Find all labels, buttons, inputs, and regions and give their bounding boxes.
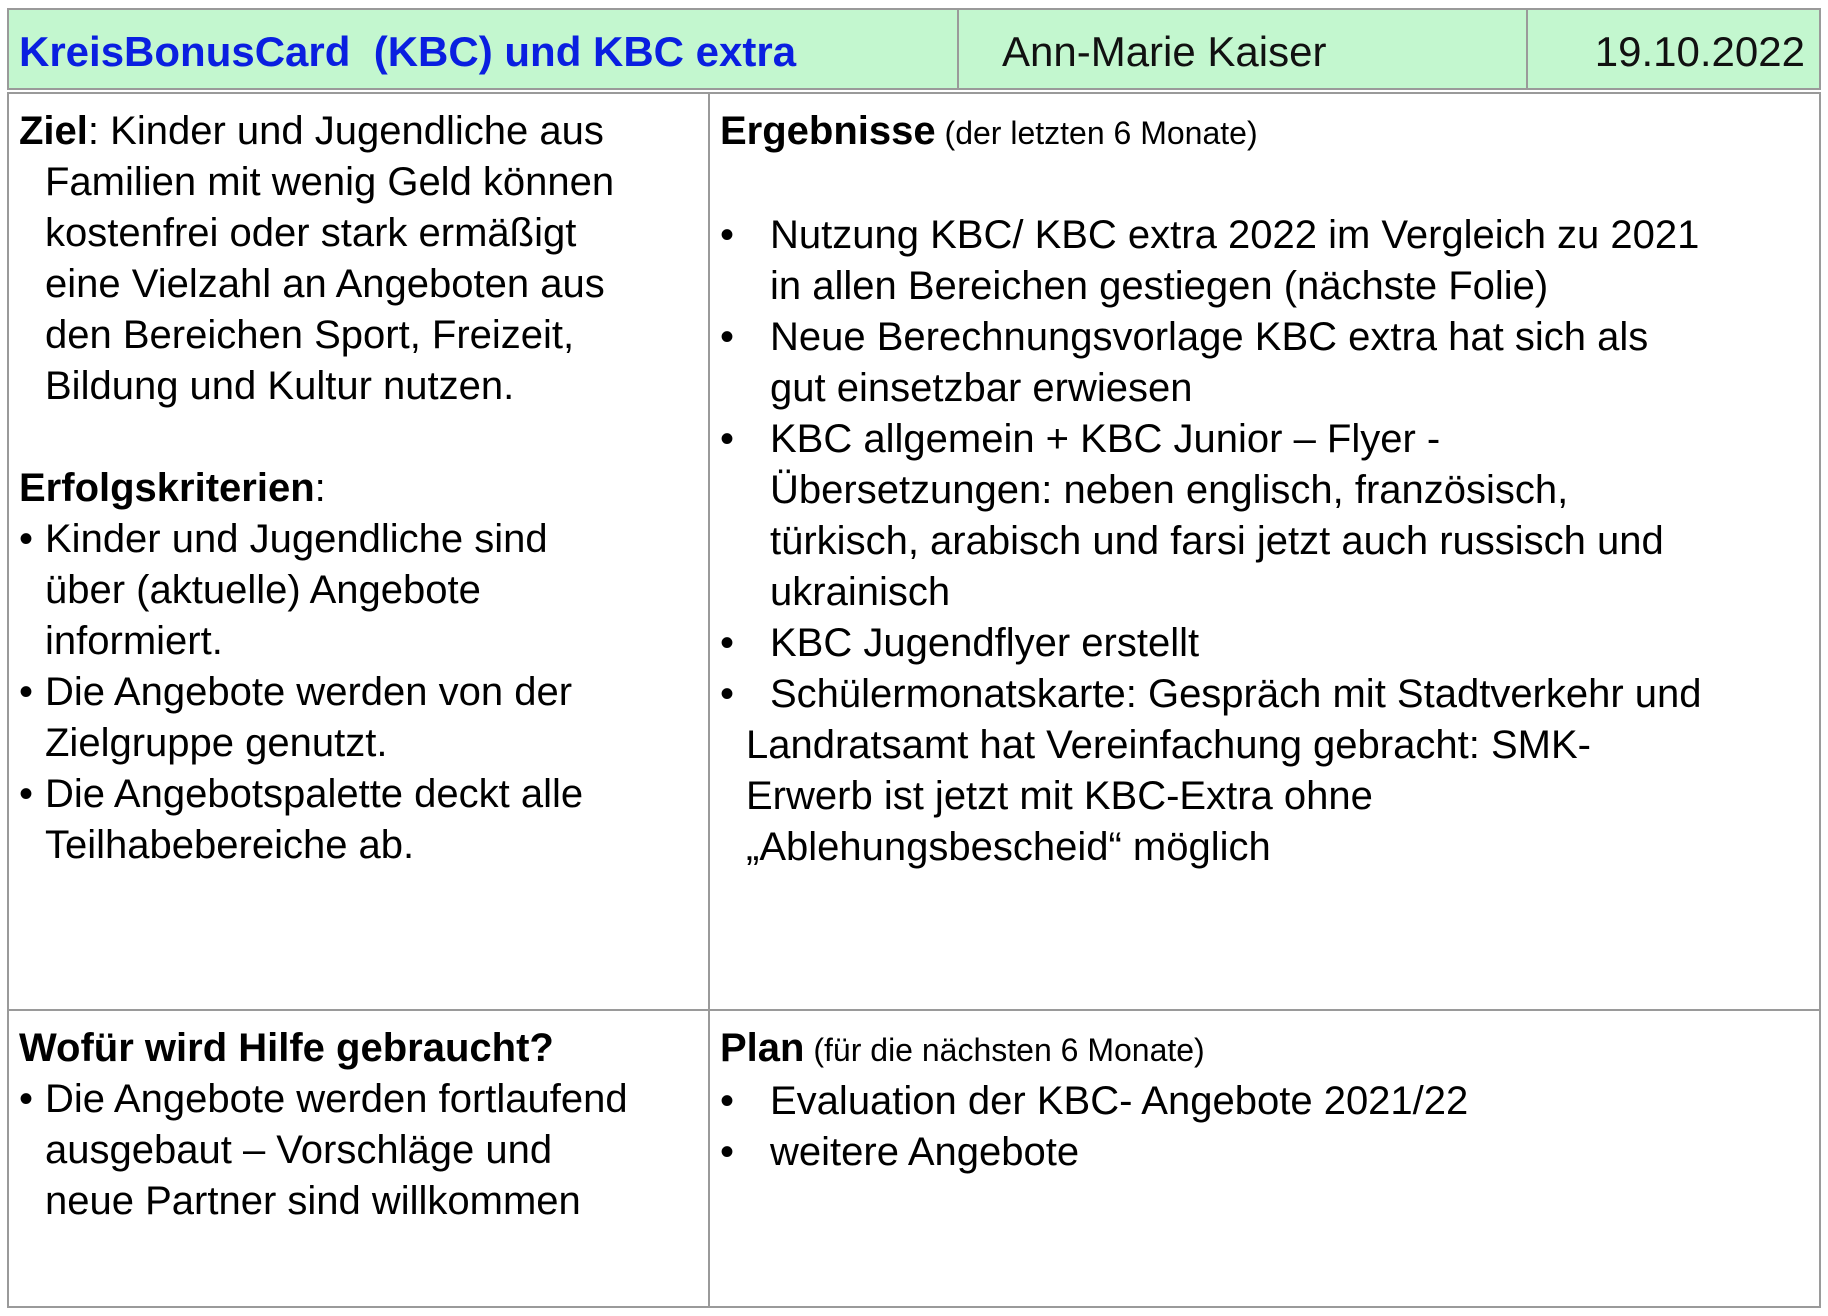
goal-cell (9, 94, 710, 1011)
goal-line: Bildung und Kultur nutzen. (45, 364, 515, 408)
results-title (720, 106, 1819, 159)
help-cell (9, 1011, 710, 1306)
list-item: • Die Angebote werden von der Zielgruppe genutzt. (19, 667, 708, 769)
header-bar (7, 8, 1821, 90)
plan-title (720, 1023, 1819, 1076)
results-subheading: (der letzten 6 Monate) (935, 115, 1258, 151)
plan-heading: Plan (720, 1026, 805, 1070)
list-item: • KBC Jugendflyer erstellt (720, 618, 1819, 669)
goal-first-line (19, 106, 708, 157)
success-criteria-list (19, 514, 708, 871)
bullet-dot: • (720, 417, 735, 461)
document-date: 19.10.2022 (1594, 28, 1805, 75)
results-list (720, 210, 1819, 720)
goal-line: Familien mit wenig Geld können (45, 160, 615, 204)
slide (7, 8, 1821, 1308)
list-item: • Evaluation der KBC- Angebote 2021/22 (720, 1076, 1819, 1127)
help-heading: Wofür wird Hilfe gebraucht? (19, 1026, 554, 1070)
list-item: • Die Angebote werden fortlaufend ausgebaut – Vorschläge und neue Partner sind willkommen (19, 1074, 708, 1227)
results-heading: Ergebnisse (720, 109, 936, 153)
header-divider (1526, 10, 1528, 88)
plan-cell (710, 1011, 1819, 1306)
goal-line: kostenfrei oder stark ermäßigt (45, 211, 577, 255)
bullet-dot: • (720, 621, 735, 665)
list-item: • KBC allgemein + KBC Junior – Flyer - Übersetzungen: neben englisch, französisch, türkisch, arabisch und farsi jetzt auch russisch und ukrainisch (720, 414, 1819, 618)
help-list (19, 1074, 708, 1227)
document-title: KreisBonusCard (KBC) und KBC extra (19, 28, 797, 75)
goal-line: eine Vielzahl an Angeboten aus (45, 262, 605, 306)
plan-list (720, 1076, 1819, 1178)
author-name: Ann-Marie Kaiser (1002, 28, 1327, 75)
results-continuation: „Ablehungsbescheid“ möglich (746, 825, 1271, 869)
list-item: • Neue Berechnungsvorlage KBC extra hat sich als gut einsetzbar erwiesen (720, 312, 1819, 414)
goal-heading: Ziel (19, 109, 88, 153)
list-item: • weitere Angebote (720, 1127, 1819, 1178)
plan-subheading: (für die nächsten 6 Monate) (804, 1032, 1205, 1068)
list-item: • Die Angebotspalette deckt alle Teilhabebereiche ab. (19, 769, 708, 871)
success-criteria-title: Erfolgskriterien: (19, 466, 326, 510)
goal-line: den Bereichen Sport, Freizeit, (45, 313, 575, 357)
list-item: • Schülermonatskarte: Gespräch mit Stadtverkehr und (720, 669, 1819, 720)
bullet-dot: • (720, 315, 735, 359)
success-criteria-heading: Erfolgskriterien (19, 466, 315, 510)
quadrant-grid (7, 92, 1821, 1308)
header-divider (957, 10, 959, 88)
bullet-dot: • (720, 213, 735, 257)
list-item: • Kinder und Jugendliche sind über (aktuelle) Angebote informiert. (19, 514, 708, 667)
bullet-dot: • (720, 1079, 735, 1123)
bullet-dot: • (720, 672, 735, 716)
goal-text: : Kinder und Jugendliche aus (87, 109, 604, 153)
list-item: • Nutzung KBC/ KBC extra 2022 im Vergleich zu 2021 in allen Bereichen gestiegen (nächste Folie) (720, 210, 1819, 312)
results-continuation: Erwerb ist jetzt mit KBC-Extra ohne (746, 774, 1373, 818)
results-cell (710, 94, 1819, 1011)
bullet-dot: • (720, 1130, 735, 1174)
results-continuation: Landratsamt hat Vereinfachung gebracht: SMK- (746, 723, 1591, 767)
